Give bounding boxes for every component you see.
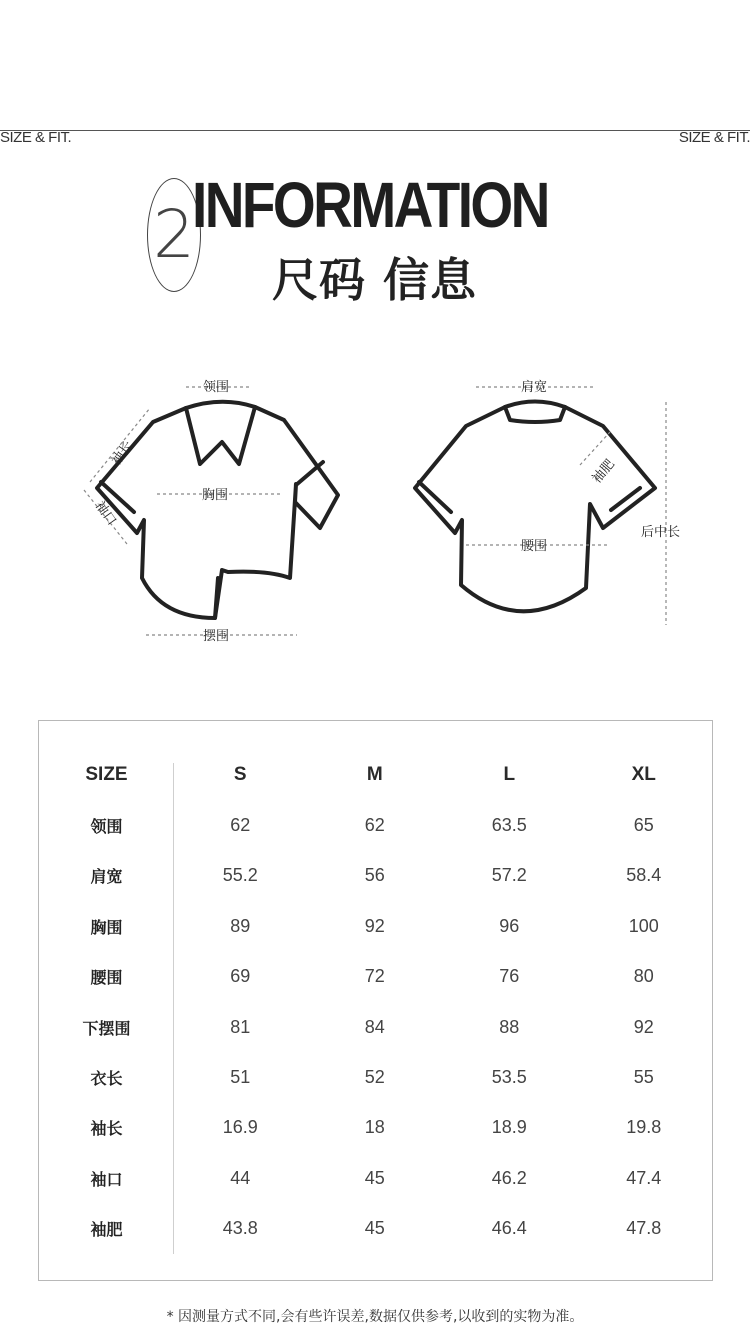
brand-text-left: SIZE & FIT. [0, 129, 72, 146]
table-row [40, 800, 711, 850]
cell-s: 55.2 [222, 865, 258, 886]
cell-xl: 100 [628, 915, 659, 936]
table-row [40, 1002, 711, 1052]
cell-m: 45 [364, 1218, 385, 1239]
title-english: INFORMATION [192, 169, 548, 241]
cell-xl: 47.4 [626, 1167, 662, 1188]
row-label: 肩宽 [90, 867, 123, 887]
back-measurement-guides [466, 387, 666, 625]
section-number: 2 [147, 178, 201, 292]
cell-s: 62 [230, 815, 251, 836]
cell-m: 52 [364, 1067, 385, 1088]
row-label: 袖口 [90, 1169, 123, 1189]
table-row [40, 851, 711, 901]
label-hem: 摆围 [203, 629, 230, 644]
front-shirt-illustration [97, 402, 338, 618]
row-label: 领围 [90, 817, 123, 837]
row-label: 袖肥 [90, 1220, 123, 1240]
cell-l: 53.5 [491, 1067, 527, 1088]
table-row [40, 952, 711, 1002]
cell-l: 88 [499, 1016, 520, 1037]
measurement-diagram [0, 360, 750, 660]
cell-m: 62 [364, 815, 385, 836]
header-m: M [366, 764, 383, 786]
cell-l: 63.5 [491, 815, 527, 836]
cell-l: 46.4 [491, 1218, 527, 1239]
cell-m: 72 [364, 966, 385, 987]
table-row [40, 1204, 711, 1254]
label-collar: 领围 [203, 380, 230, 395]
cell-s: 69 [230, 966, 251, 987]
cell-s: 81 [230, 1016, 251, 1037]
brand-text-right: SIZE & FIT. [678, 129, 750, 146]
label-cuff: 袖口 [91, 498, 119, 529]
label-chest: 胸围 [202, 488, 229, 503]
header-divider [0, 130, 750, 131]
label-bicep: 袖肥 [589, 457, 618, 487]
back-shirt-illustration [415, 402, 655, 612]
cell-m: 56 [364, 865, 385, 886]
cell-m: 84 [364, 1016, 385, 1037]
cell-s: 51 [230, 1067, 251, 1088]
cell-xl: 65 [633, 815, 654, 836]
cell-s: 43.8 [222, 1218, 258, 1239]
cell-m: 92 [364, 915, 385, 936]
size-table [40, 750, 711, 1254]
cell-l: 76 [499, 966, 520, 987]
cell-m: 45 [364, 1167, 385, 1188]
table-row [40, 1153, 711, 1203]
cell-l: 96 [499, 915, 520, 936]
cell-xl: 92 [633, 1016, 654, 1037]
label-waist: 腰围 [521, 539, 548, 554]
row-label: 腰围 [90, 968, 123, 988]
table-row [40, 901, 711, 951]
cell-s: 44 [230, 1167, 251, 1188]
cell-xl: 19.8 [626, 1117, 662, 1138]
cell-s: 16.9 [222, 1117, 258, 1138]
measurement-disclaimer: * 因测量方式不同,会有些许误差,数据仅供参考,以收到的实物为准。 [166, 1309, 584, 1325]
header-l: L [503, 764, 516, 786]
cell-l: 18.9 [491, 1117, 527, 1138]
cell-l: 57.2 [491, 865, 527, 886]
title-chinese: 尺码 信息 [272, 253, 478, 307]
label-back-length: 后中长 [641, 525, 681, 540]
row-label: 胸围 [90, 917, 123, 937]
row-label: 袖长 [90, 1119, 123, 1139]
cell-l: 46.2 [491, 1167, 527, 1188]
cell-xl: 58.4 [626, 865, 662, 886]
header-s: S [233, 764, 247, 786]
row-label: 下摆围 [82, 1018, 131, 1038]
label-sleeve-length: 袖长 [108, 438, 137, 469]
cell-xl: 47.8 [626, 1218, 662, 1239]
cell-xl: 80 [633, 966, 654, 987]
cell-xl: 55 [633, 1067, 654, 1088]
header-size: SIZE [85, 764, 128, 786]
header-xl: XL [631, 764, 656, 786]
cell-m: 18 [364, 1117, 385, 1138]
table-header-row [40, 750, 711, 800]
cell-s: 89 [230, 915, 251, 936]
label-shoulder: 肩宽 [521, 380, 548, 395]
row-label: 衣长 [90, 1069, 123, 1089]
table-row [40, 1103, 711, 1153]
table-row [40, 1052, 711, 1102]
